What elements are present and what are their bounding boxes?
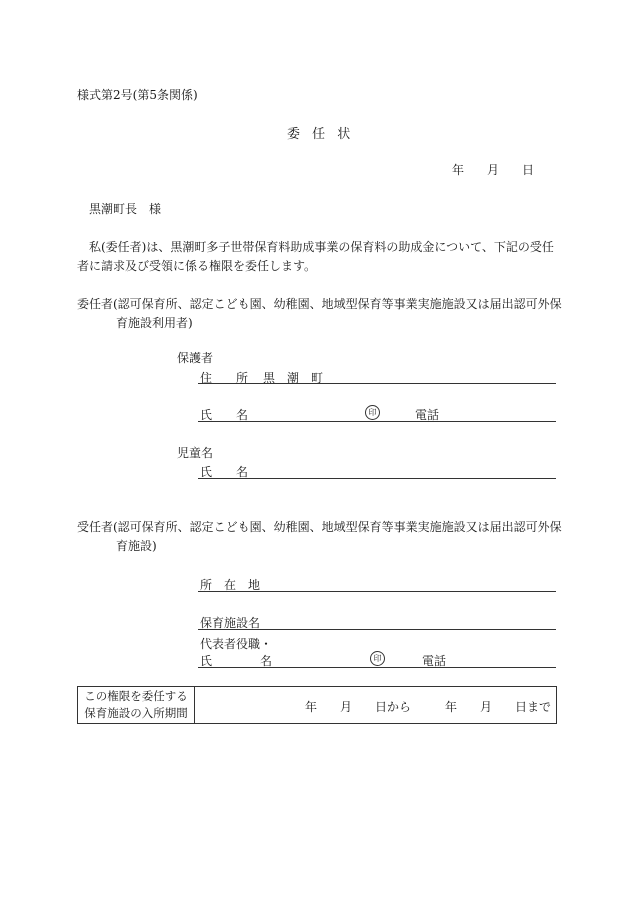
representative-field-line [198, 667, 556, 668]
guardian-name-field-line [198, 421, 556, 422]
delegatee-heading-line-1: 受任者(認可保育所、認定こども園、幼稚園、地域型保育等事業実施施設又は届出認可外保 [77, 520, 562, 534]
enrollment-period-label [78, 687, 195, 723]
date-day: 日 [522, 163, 535, 177]
location-field-line [198, 591, 556, 592]
delegator-heading-line-2: 育施設利用者) [116, 316, 193, 330]
date-year: 年 [452, 163, 465, 177]
date-month: 月 [487, 163, 500, 177]
address-value: 黒 潮 町 [263, 371, 324, 385]
representative-seal: 印 [370, 651, 385, 666]
period-from-day: 日から [375, 700, 412, 714]
period-to-day: 日まで [515, 700, 552, 714]
period-label-line-2: 保育施設の入所期間 [84, 706, 188, 720]
enrollment-period-table [77, 686, 557, 724]
period-label-line-1: この権限を委任する [84, 689, 188, 703]
representative-phone-label: 電話 [422, 654, 447, 668]
period-to-year: 年 [445, 700, 458, 714]
guardian-name-label: 氏 名 [200, 408, 249, 422]
period-from-month: 月 [340, 700, 353, 714]
facility-name-field-line [198, 629, 556, 630]
facility-name-label: 保育施設名 [200, 616, 261, 630]
form-number: 様式第2号(第5条関係) [77, 88, 198, 102]
child-label: 児童名 [177, 446, 214, 460]
guardian-label: 保護者 [177, 351, 214, 365]
representative-name-label: 氏 名 [200, 654, 273, 668]
guardian-seal: 印 [365, 405, 380, 420]
period-from-year: 年 [305, 700, 318, 714]
statement-line-2: 者に請求及び受領に係る権限を委任します。 [77, 259, 317, 273]
representative-title-label: 代表者役職・ [200, 637, 273, 651]
statement-line-1: 私(委任者)は、黒潮町多子世帯保育料助成事業の保育料の助成金について、下記の受任 [89, 240, 554, 254]
address-label: 住 所 [200, 371, 249, 385]
guardian-phone-label: 電話 [415, 408, 440, 422]
document-title: 委 任 状 [287, 127, 355, 142]
delegator-heading-line-1: 委任者(認可保育所、認定こども園、幼稚園、地域型保育等事業実施施設又は届出認可外保 [77, 297, 562, 311]
period-to-month: 月 [480, 700, 493, 714]
addressee: 黒潮町長 様 [89, 202, 162, 216]
location-label: 所 在 地 [200, 578, 261, 592]
child-name-label: 氏 名 [200, 465, 249, 479]
address-field-line [198, 383, 556, 384]
child-name-field-line [198, 478, 556, 479]
delegatee-heading-line-2: 育施設) [116, 539, 157, 553]
